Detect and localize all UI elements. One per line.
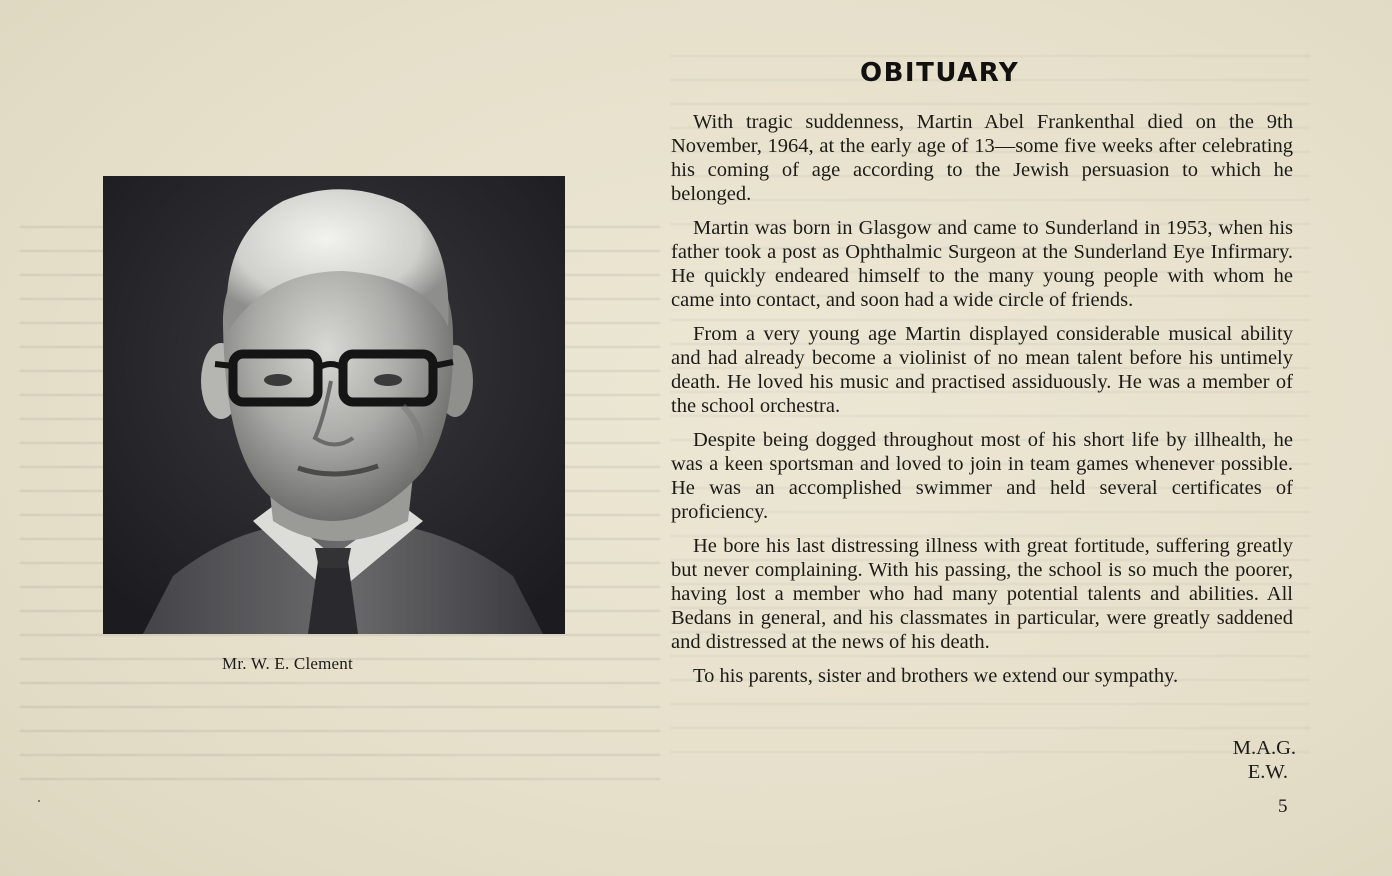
paragraph: With tragic suddenness, Martin Abel Frankenthal died on the 9th November, 1964, at the early age of 13—some five weeks after celebrating his coming of age according to the Jewish persuasion to which he belonged. [671, 111, 1293, 205]
portrait-photo [103, 176, 565, 634]
paragraph: Martin was born in Glasgow and came to Sunderland in 1953, when his father took a post as Ophthalmic Surgeon at the Sunderland Eye Infirmary. He quickly endeared himself to the many young people with whom he came into contact, and soon had a wide circle of friends. [671, 217, 1293, 311]
page-number: 5 [1278, 796, 1288, 817]
paragraph: To his parents, sister and brothers we extend our sympathy. [693, 665, 1179, 687]
photo-caption: Mr. W. E. Clement [222, 654, 353, 673]
signatures [1233, 736, 1296, 784]
paper-speck [38, 800, 40, 802]
signature-initials: M.A.G. [1232, 737, 1296, 759]
signature-initials: E.W. [1247, 761, 1288, 783]
page-title: OBITUARY [860, 58, 1020, 88]
paragraph: He bore his last distressing illness with great fortitude, suffering greatly but never complaining. With his passing, the school is so much the poorer, having lost a member who had many potential talents and abilities. All Bedans in general, and his classmates in particular, were greatly saddened and distressed at the news of his death. [671, 535, 1293, 653]
paragraph: From a very young age Martin displayed considerable musical ability and had already become a violinist of no mean talent before his untimely death. He loved his music and practised assiduously. He was a member of the school orchestra. [671, 323, 1293, 417]
paragraph: Despite being dogged throughout most of his short life by illhealth, he was a keen sportsman and loved to join in team games whenever possible. He was an accomplished swimmer and held several certificates of proficiency. [671, 429, 1293, 523]
obituary-body [671, 110, 1293, 698]
